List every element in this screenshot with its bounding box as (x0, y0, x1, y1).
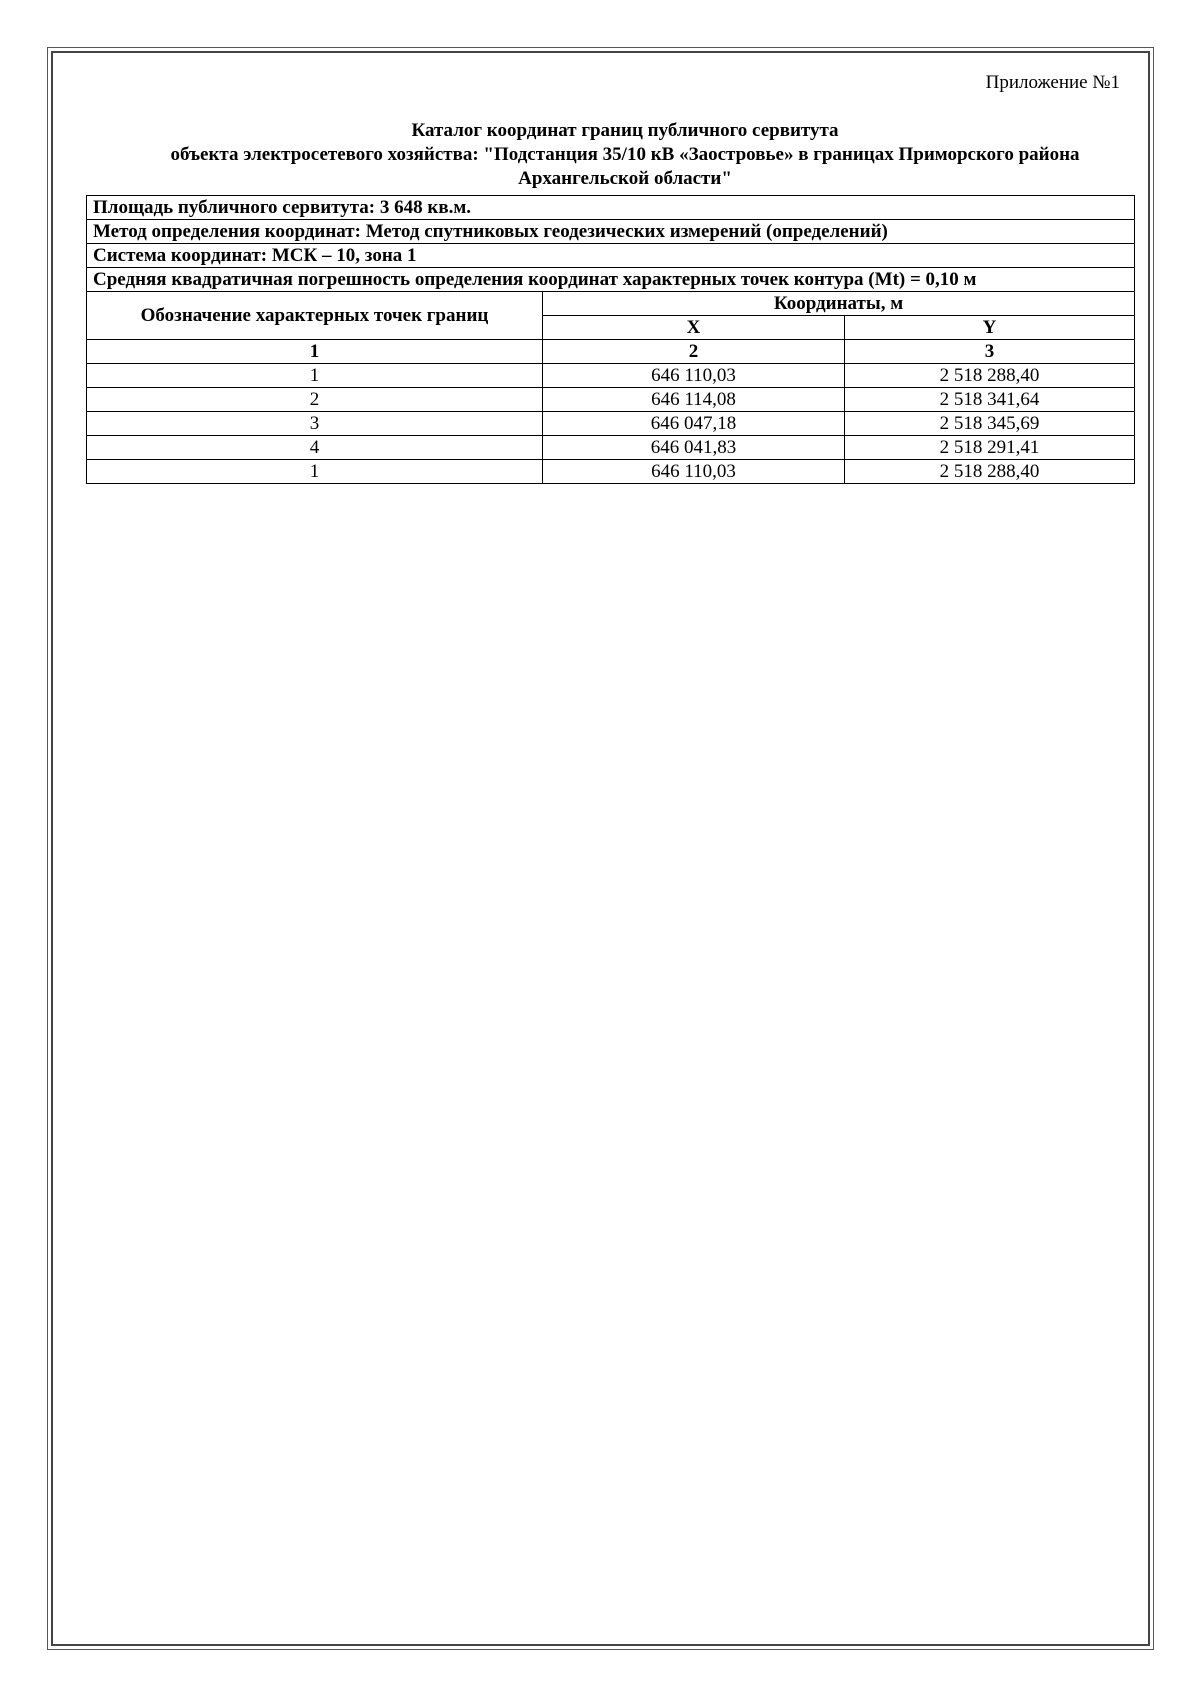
header-x: X (543, 316, 845, 340)
servitude-area: Площадь публичного сервитута: 3 648 кв.м. (87, 196, 1135, 220)
column-number: 2 (543, 340, 845, 364)
x-coordinate: 646 047,18 (543, 412, 845, 436)
point-number: 4 (87, 436, 543, 460)
header-coordinates: Координаты, м (543, 292, 1135, 316)
info-row-error (87, 268, 1135, 292)
x-coordinate: 646 041,83 (543, 436, 845, 460)
title-line-2: объекта электросетевого хозяйства: "Подстанция 35/10 кВ «Заостровье» в границах Приморского района (170, 144, 1080, 165)
table-row (87, 460, 1135, 484)
table-row (87, 364, 1135, 388)
x-coordinate: 646 110,03 (543, 364, 845, 388)
title-line-3: Архангельской области" (518, 168, 732, 189)
column-number: 1 (87, 340, 543, 364)
column-number-row (87, 340, 1135, 364)
y-coordinate: 2 518 345,69 (845, 412, 1135, 436)
mean-square-error: Средняя квадратичная погрешность определения координат характерных точек контура (Mt) = 0,10 м (87, 268, 1135, 292)
header-y: Y (845, 316, 1135, 340)
title-line-1: Каталог координат границ публичного сервитута (411, 120, 839, 141)
table-row (87, 412, 1135, 436)
header-row (87, 292, 1135, 316)
table-row (87, 436, 1135, 460)
info-row-area (87, 196, 1135, 220)
column-number: 3 (845, 340, 1135, 364)
table-row (87, 388, 1135, 412)
coordinate-method: Метод определения координат: Метод спутниковых геодезических измерений (определений) (87, 220, 1135, 244)
info-row-method (87, 220, 1135, 244)
point-number: 3 (87, 412, 543, 436)
y-coordinate: 2 518 288,40 (845, 364, 1135, 388)
y-coordinate: 2 518 341,64 (845, 388, 1135, 412)
header-points: Обозначение характерных точек границ (87, 292, 543, 340)
point-number: 2 (87, 388, 543, 412)
point-number: 1 (87, 364, 543, 388)
y-coordinate: 2 518 288,40 (845, 460, 1135, 484)
point-number: 1 (87, 460, 543, 484)
x-coordinate: 646 114,08 (543, 388, 845, 412)
document-title (90, 119, 1160, 191)
coordinate-system: Система координат: МСК – 10, зона 1 (87, 244, 1135, 268)
info-row-system (87, 244, 1135, 268)
x-coordinate: 646 110,03 (543, 460, 845, 484)
coordinates-table (86, 195, 1135, 484)
appendix-label: Приложение №1 (985, 72, 1120, 93)
y-coordinate: 2 518 291,41 (845, 436, 1135, 460)
